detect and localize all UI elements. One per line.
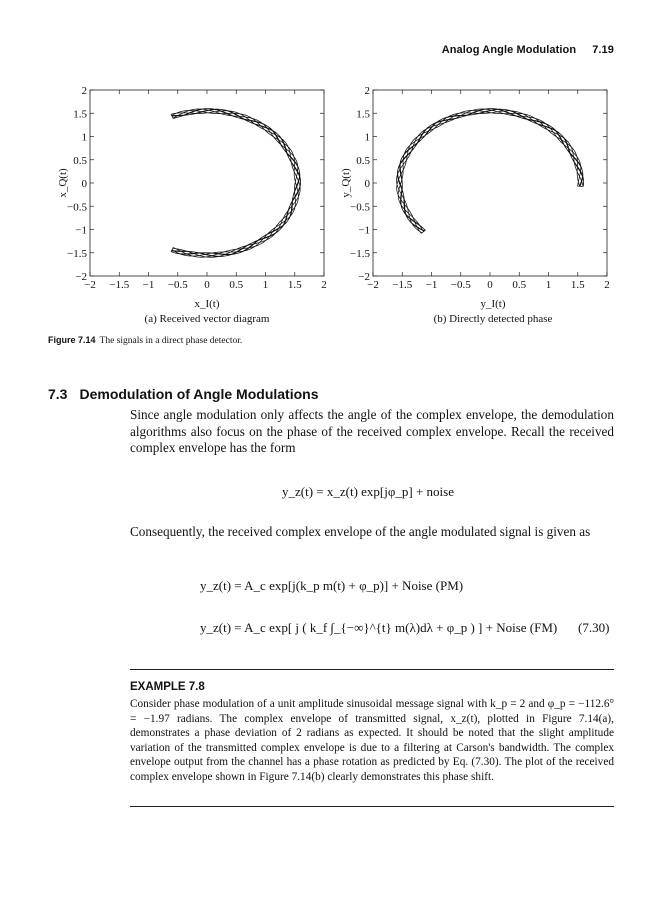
plot-a-ytick-label: 2 (81, 85, 87, 97)
plot-a-ytick-label: −1.5 (67, 247, 87, 260)
plot-b-trace (397, 109, 584, 234)
plot-a-ylabel: x_Q(t) (57, 168, 69, 198)
plot-a-xtick-label: 1.5 (287, 279, 302, 291)
plot-a-xtick-label: 0 (204, 279, 210, 291)
plot-a-axes-frame (90, 90, 324, 276)
plot-b-ytick-label: 0.5 (356, 154, 370, 167)
plot-b-axes-frame (373, 90, 607, 276)
plot-a-xtick-label: 0.5 (229, 279, 244, 291)
plot-a-ytick-label: −2 (75, 271, 87, 283)
plot-b-ytick-label: 2 (364, 85, 370, 97)
page-number: 7.19 (592, 44, 614, 56)
section-number: 7.3 (48, 386, 68, 402)
plot-b-ytick-label: 1 (364, 131, 370, 144)
plot-b-xtick-label: 0.5 (512, 279, 527, 291)
plot-a-ytick-label: 1.5 (73, 108, 87, 121)
figure-caption-label: Figure 7.14 (48, 335, 96, 345)
running-header (442, 44, 614, 56)
equation-fm: y_z(t) = A_c exp[ j ( k_f ∫_{−∞}^{t} m(λ)dλ + φ_p ) ] + Noise (FM) (200, 620, 558, 635)
plot-b-xtick-label: −1 (425, 279, 438, 291)
plot-b-ytick-label: −1 (358, 224, 370, 237)
plot-b-ytick-label: −2 (358, 271, 370, 283)
section-title: Demodulation of Angle Modulations (79, 386, 319, 402)
plot-a-ytick-label: 0 (81, 178, 87, 190)
plot-received-vector-diagram (57, 82, 340, 297)
plot-a-xtick-label: −0.5 (167, 279, 188, 291)
plot-a-ytick-label: 1 (81, 131, 87, 144)
plot-a-ytick-label: 0.5 (73, 154, 87, 167)
left-plot-xlabel: x_I(t) (194, 298, 220, 310)
plot-a-trace (171, 109, 301, 258)
plot-a-ytick-label: −1 (75, 224, 87, 237)
plot-b-xtick-label: −1.5 (392, 279, 413, 291)
plot-b-xtick-label: 1.5 (570, 279, 585, 291)
plot-directly-detected-phase (340, 82, 623, 297)
plot-b-ylabel: y_Q(t) (340, 168, 352, 198)
plot-b-ytick-label: −0.5 (350, 201, 370, 214)
example-bottom-rule (130, 806, 614, 807)
paragraph-2: Consequently, the received complex envelope of the angle modulated signal is given as (130, 524, 591, 539)
equation-1: y_z(t) = x_z(t) exp[jφ_p] + noise (282, 484, 454, 499)
equation-number: (7.30) (578, 620, 610, 635)
right-plot-subcaption: (b) Directly detected phase (433, 313, 553, 325)
equation-pm: y_z(t) = A_c exp[j(k_p m(t) + φ_p)] + Noise (PM) (200, 578, 464, 593)
right-plot-xlabel: y_I(t) (480, 298, 506, 310)
plot-b-ytick-label: −1.5 (350, 247, 370, 260)
plot-a-xtick-label: 1 (262, 279, 269, 291)
plot-b-ytick-label: 0 (364, 178, 370, 190)
plot-b-xtick-label: 0 (487, 279, 493, 291)
example-top-rule (130, 669, 614, 670)
header-title: Analog Angle Modulation (441, 44, 577, 56)
plot-a-xtick-label: −1.5 (109, 279, 130, 291)
plot-b-xtick-label: −2 (367, 279, 379, 291)
paragraph-1: Since angle modulation only affects the angle of the complex envelope, the demodulation algorithms also focus on the phase of the received complex envelope. Recall the received complex envelope has the form (130, 407, 614, 455)
figure-caption-text: The signals in a direct phase detector. (99, 336, 243, 346)
example-heading: EXAMPLE 7.8 (130, 681, 205, 693)
plot-a-xtick-label: 2 (321, 279, 327, 291)
plot-a-xtick-label: −1 (142, 279, 155, 291)
section-heading (48, 386, 319, 402)
plot-a-xtick-label: −2 (84, 279, 96, 291)
left-plot-subcaption: (a) Received vector diagram (144, 313, 270, 325)
plot-b-ytick-label: 1.5 (356, 108, 370, 121)
example-text: Consider phase modulation of a unit amplitude sinusoidal message signal with k_p = 2 and φ_p = −112.6° = −1.97 radians. The complex envelope of transmitted signal, x_z(t), plotted in Figure 7.14(a), demonstrates a phase deviation of 2 radians as expected. It should be noted that the slight amplitude variation of the transmitted complex envelope is due to a filtering at Carson's bandwidth. The complex envelope output from the channel has a phase rotation as predicted by Eq. (7.30). The plot of the received complex envelope shown in Figure 7.14(b) clearly demonstrates this phase shift. (130, 698, 614, 783)
figure-caption (48, 335, 242, 346)
plot-b-xtick-label: 2 (604, 279, 610, 291)
plot-b-xtick-label: 1 (545, 279, 552, 291)
plot-a-ytick-label: −0.5 (67, 201, 87, 214)
plot-b-xtick-label: −0.5 (450, 279, 471, 291)
